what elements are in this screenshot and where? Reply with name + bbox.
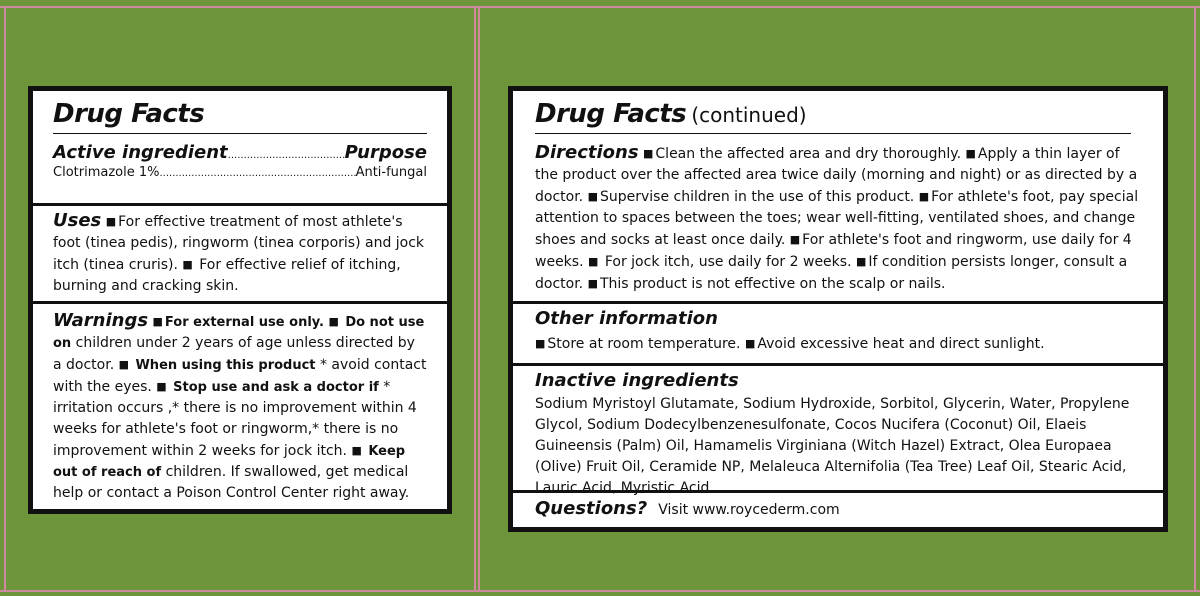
bullet-square-icon: ■ — [328, 315, 339, 328]
directions-item: For jock itch, use daily for 2 weeks. — [604, 254, 852, 270]
inactive-ingredients-header: Inactive ingredients — [535, 370, 739, 391]
bullet-square-icon: ■ — [118, 358, 130, 371]
uses-section — [33, 206, 447, 304]
warning-keep-out-text: children. If swallowed, get medical help or contact a Poison Control Center right away. — [53, 464, 410, 501]
trim-line-bottom — [0, 590, 1200, 592]
fold-line-1 — [474, 6, 476, 592]
active-ingredient-name: Clotrimazole 1% — [53, 165, 160, 180]
panel-title-row — [535, 99, 1131, 134]
trim-line-right — [1194, 6, 1196, 592]
leader-dots — [159, 168, 355, 179]
warnings-text — [53, 310, 427, 504]
bullet-square-icon: ■ — [587, 190, 598, 203]
warnings-header: Warnings — [53, 310, 149, 331]
purpose-header: Purpose — [344, 142, 427, 163]
panel-title-continued: (continued) — [691, 103, 807, 127]
other-information-item: Avoid excessive heat and direct sunlight. — [757, 336, 1045, 352]
bullet-square-icon: ■ — [587, 277, 598, 290]
warning-stop-use-label: Stop use and ask a doctor if — [173, 380, 379, 395]
panel-title: Drug Facts — [535, 99, 687, 129]
uses-header: Uses — [53, 210, 102, 231]
questions-text: Visit www.roycederm.com — [658, 502, 840, 518]
warning-do-not-use-label: Do not use on — [53, 315, 425, 351]
active-ingredient-header: Active ingredient — [53, 142, 228, 163]
bullet-square-icon: ■ — [351, 444, 362, 457]
warnings-section — [33, 304, 447, 504]
other-information-text — [535, 333, 1141, 355]
bullet-square-icon: ■ — [855, 255, 867, 268]
leader-dots — [228, 150, 345, 161]
bullet-square-icon: ■ — [965, 147, 976, 160]
bullet-square-icon: ■ — [152, 315, 163, 328]
uses-item-2: For effective relief of itching, burning and cracking skin. — [53, 257, 401, 294]
active-ingredient-purpose: Anti-fungal — [355, 165, 427, 180]
uses-item-1: For effective treatment of most athlete's foot (tinea pedis), ringworm (tinea corporis) and jock itch (tinea cruris). — [53, 214, 425, 273]
inactive-ingredients-section — [513, 366, 1163, 496]
inactive-ingredients-text: Sodium Myristoyl Glutamate, Sodium Hydroxide, Sorbitol, Glycerin, Water, Propylene Glycol, Sodium Dodecylbenzenesulfonate, Cocos Nucifera (Coconut) Oil, Elaeis Guineensis (Palm) Oil, Hamamelis Virginiana (Witch Hazel) Extract, Olea Europaea (Olive) Fruit Oil, Ceramide NP, Melaleuca Alternifolia (Tea Tree) Leaf Oil, Stearic Acid, Lauric Acid, Myristic Acid — [535, 396, 1130, 496]
active-ingredient-row — [53, 165, 427, 180]
bullet-square-icon: ■ — [744, 337, 756, 350]
questions-header: Questions? — [535, 498, 648, 519]
trim-line-left — [4, 6, 6, 592]
warning-stop-use-text: * irritation occurs ,* there is no improvement within 4 weeks for athlete's foot or ringworm,* there is no improvement within 2 weeks for jock itch. — [53, 379, 417, 459]
panel-title: Drug Facts — [53, 99, 427, 134]
active-ingredient-header-row — [53, 142, 427, 163]
bullet-square-icon: ■ — [587, 255, 599, 268]
bullet-square-icon: ■ — [156, 380, 167, 393]
other-information-item: Store at room temperature. — [547, 336, 741, 352]
bullet-square-icon: ■ — [643, 147, 654, 160]
directions-item: Clean the affected area and dry thoroughly. — [655, 146, 962, 162]
warning-when-using-label: When using this product — [135, 358, 316, 373]
warning-external-use: For external use only. — [164, 315, 324, 330]
drug-facts-panel-left — [28, 86, 452, 514]
uses-text — [53, 210, 427, 297]
drug-facts-panel-right — [508, 86, 1168, 532]
questions-section — [513, 493, 1163, 521]
directions-item: For athlete's foot, pay special attention to spaces between the toes; wear well-fitting, ventilated shoes, and change shoes and socks at least once daily. — [535, 189, 1139, 248]
directions-item: If condition persists longer, consult a doctor. — [535, 254, 1128, 292]
directions-item: Apply a thin layer of the product over the affected area twice daily (morning and night) or as directed by a doctor. — [535, 146, 1138, 205]
bullet-square-icon: ■ — [535, 337, 546, 350]
bullet-square-icon: ■ — [918, 190, 930, 203]
other-information-section — [513, 304, 1163, 366]
directions-item: This product is not effective on the scalp or nails. — [599, 276, 946, 292]
bullet-square-icon: ■ — [182, 258, 193, 271]
directions-header: Directions — [535, 142, 639, 163]
directions-item: Supervise children in the use of this product. — [599, 189, 915, 205]
trim-line-top — [0, 6, 1200, 8]
warning-when-using-text: * avoid contact with the eyes. — [53, 357, 427, 395]
other-information-header: Other information — [535, 308, 718, 329]
directions-text — [535, 142, 1141, 295]
warning-keep-out-label: Keep out of reach of — [53, 444, 406, 480]
fold-line-2 — [478, 6, 480, 592]
directions-item: For athlete's foot and ringworm, use daily for 4 weeks. — [535, 232, 1132, 270]
bullet-square-icon: ■ — [789, 233, 801, 246]
title-section — [33, 91, 447, 206]
warning-do-not-use-text: children under 2 years of age unless directed by a doctor. — [53, 335, 415, 373]
bullet-square-icon: ■ — [105, 215, 117, 228]
directions-section — [513, 91, 1163, 304]
